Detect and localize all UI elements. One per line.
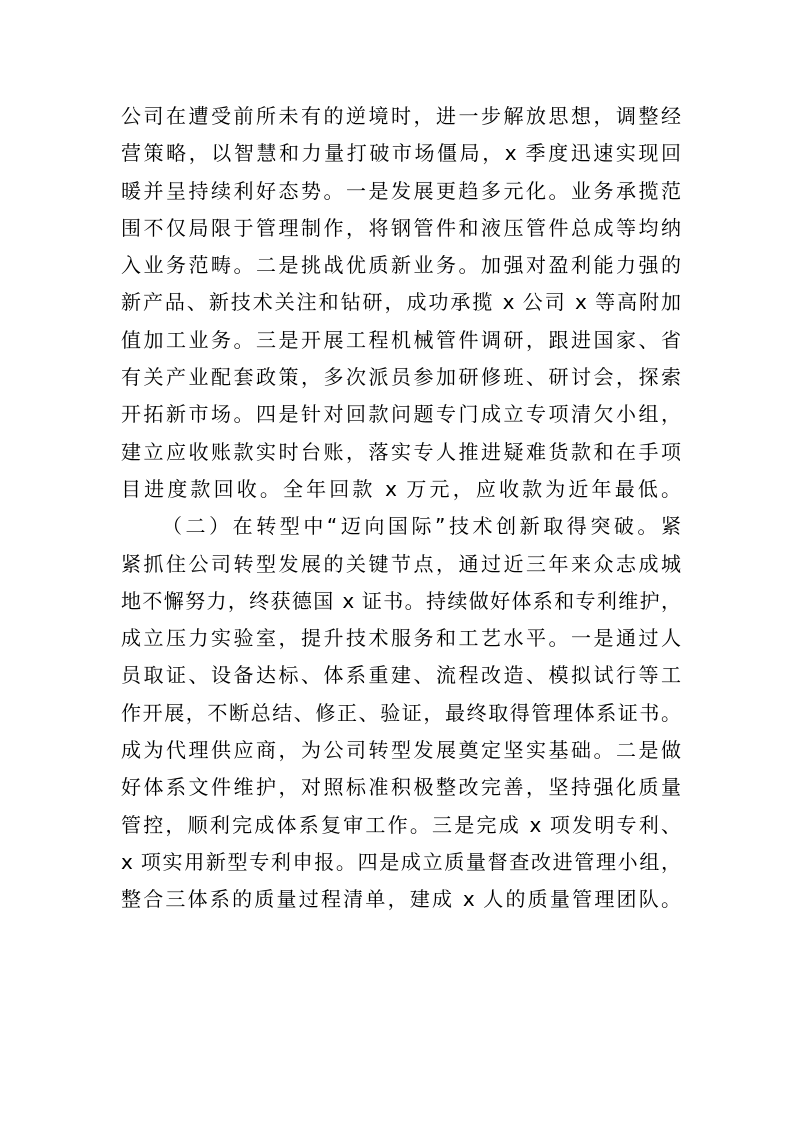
text-line: 营策略，以智慧和力量打破市场僵局，x 季度迅速实现回 (121, 141, 681, 166)
text-line: 地不懈努力，终获德国 x 证书。持续做好体系和专利维护， (121, 588, 681, 613)
text-line: 建立应收账款实时台账，落实专人推进疑难货款和在手项 (121, 439, 681, 464)
text-line: 作开展，不断总结、修正、验证，最终取得管理体系证书。 (121, 700, 681, 725)
text-line: 成为代理供应商，为公司转型发展奠定坚实基础。二是做 (121, 738, 681, 763)
text-line: 成立压力实验室，提升技术服务和工艺水平。一是通过人 (121, 626, 681, 651)
text-line: 值加工业务。三是开展工程机械管件调研，跟进国家、省 (121, 327, 681, 352)
text-line: 入业务范畴。二是挑战优质新业务。加强对盈利能力强的 (121, 253, 681, 278)
text-line: 管控，顺利完成体系复审工作。三是完成 x 项发明专利、 (121, 812, 681, 837)
paragraph-technology-innovation (121, 508, 681, 918)
document-body (121, 98, 681, 919)
text-line: 公司在遭受前所未有的逆境时，进一步解放思想，调整经 (121, 104, 681, 128)
text-line: 好体系文件维护，对照标准积极整改完善，坚持强化质量 (121, 775, 681, 800)
text-line: 紧抓住公司转型发展的关键节点，通过近三年来众志成城 (121, 551, 681, 576)
text-line-first-indented: （二）在转型中“迈向国际”技术创新取得突破。紧 (162, 514, 681, 539)
text-line: 目进度款回收。全年回款 x 万元，应收款为近年最低。 (121, 476, 681, 501)
text-line: 员取证、设备达标、体系重建、流程改造、模拟试行等工 (121, 663, 681, 688)
text-line: 围不仅局限于管理制作，将钢管件和液压管件总成等均纳 (121, 215, 681, 240)
text-line: 开拓新市场。四是针对回款问题专门成立专项清欠小组， (121, 402, 681, 427)
text-line: 有关产业配套政策，多次派员参加研修班、研讨会，探索 (121, 365, 681, 390)
text-line: 新产品、新技术关注和钻研，成功承揽 x 公司 x 等高附加 (121, 290, 681, 315)
text-line: 整合三体系的质量过程清单，建成 x 人的质量管理团队。 (121, 887, 681, 912)
text-line: x 项实用新型专利申报。四是成立质量督查改进管理小组， (121, 849, 681, 874)
paragraph-business-diversification (121, 98, 681, 508)
text-line: 暖并呈持续利好态势。一是发展更趋多元化。业务承揽范 (121, 178, 681, 203)
